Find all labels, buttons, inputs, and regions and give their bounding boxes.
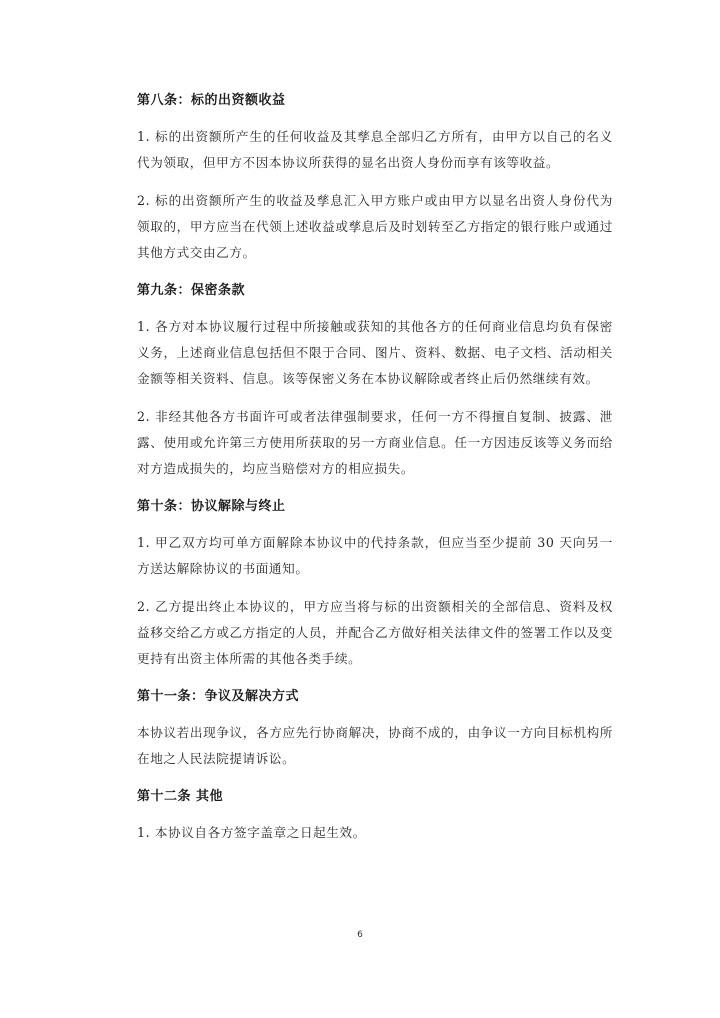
section-heading: 第八条：标的出资额收益 — [137, 93, 286, 108]
section-heading: 第九条：保密条款 — [137, 283, 246, 298]
paragraph: 1. 标的出资额所产生的任何收益及其孳息全部归乙方所有，由甲方以自己的名义代为领取，但甲方不因本协议所获得的显名出资人身份而享有该等收益。 — [137, 129, 613, 170]
section-article-11 — [137, 684, 613, 772]
section-heading: 第十条：协议解除与终止 — [137, 499, 286, 514]
paragraph: 1. 各方对本协议履行过程中所接触或获知的其他各方的任何商业信息均负有保密义务，上述商业信息包括但不限于合同、图片、资料、数据、电子文档、活动相关金额等相关资料、信息。该等保密义务在本协议解除或者终止后仍然继续有效。 — [137, 319, 613, 386]
paragraph: 2. 非经其他各方书面许可或者法律强制要求，任何一方不得擅自复制、披露、泄露、使用或允许第三方使用所获取的另一方商业信息。任一方因违反该等义务而给对方造成损失的，均应当赔偿对方的相应损失。 — [137, 409, 613, 476]
paragraph: 本协议若出现争议，各方应先行协商解决，协商不成的，由争议一方向目标机构所在地之人民法院提请诉讼。 — [137, 725, 613, 766]
section-heading: 第十一条：争议及解决方式 — [137, 689, 300, 704]
paragraph: 1. 甲乙双方均可单方面解除本协议中的代持条款，但应当至少提前 30 天向另一方送达解除协议的书面通知。 — [137, 535, 613, 576]
page-number: 6 — [357, 930, 363, 940]
section-article-9 — [137, 278, 613, 482]
document-body — [137, 88, 613, 858]
section-article-10 — [137, 494, 613, 672]
paragraph: 2. 乙方提出终止本协议的，甲方应当将与标的出资额相关的全部信息、资料及权益移交给乙方或乙方指定的人员，并配合乙方做好相关法律文件的签署工作以及变更持有出资主体所需的其他各类手续。 — [137, 599, 613, 666]
section-article-8 — [137, 88, 613, 266]
paragraph: 1. 本协议自各方签字盖章之日起生效。 — [137, 825, 366, 840]
section-heading: 第十二条 其他 — [137, 789, 224, 804]
section-article-12 — [137, 784, 613, 846]
paragraph: 2. 标的出资额所产生的收益及孳息汇入甲方账户或由甲方以显名出资人身份代为领取的，甲方应当在代领上述收益或孳息后及时划转至乙方指定的银行账户或通过其他方式交由乙方。 — [137, 193, 613, 260]
